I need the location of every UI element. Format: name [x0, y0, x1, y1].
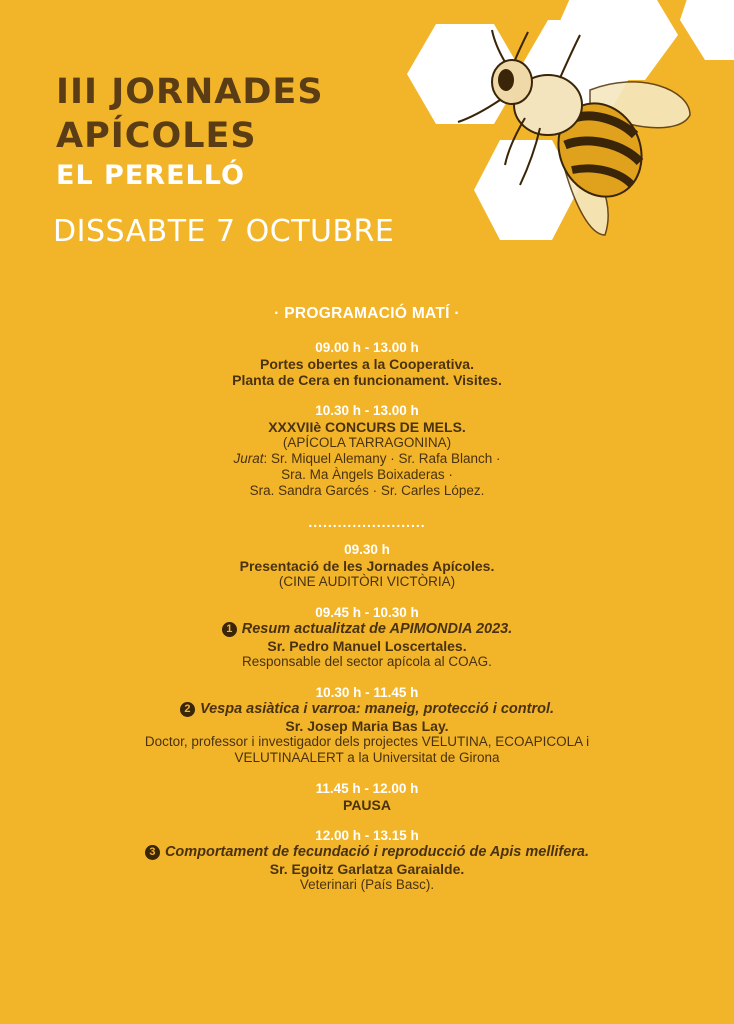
talk-title [0, 621, 734, 638]
event-time: 09.30 h [344, 542, 390, 557]
event-time: 12.00 h - 13.15 h [315, 828, 419, 843]
talk-title [0, 701, 734, 718]
event-description: Portes obertes a la Cooperativa. [260, 356, 474, 372]
event-time: 10.30 h - 13.00 h [315, 403, 419, 418]
talk-title-text: Vespa asiàtica i varroa: maneig, protecció i control. [199, 701, 555, 717]
jury-members: : Sr. Miquel Alemany · Sr. Rafa Blanch · [263, 451, 501, 466]
title-block [56, 70, 324, 194]
schedule-item [0, 685, 734, 766]
speaker-name: Sr. Pedro Manuel Loscertales. [267, 638, 467, 654]
speaker-name: Sr. Josep Maria Bas Lay. [285, 718, 449, 734]
event-title: XXXVIIè CONCURS DE MELS. [268, 419, 466, 435]
section-title: · PROGRAMACIÓ MATÍ · [274, 305, 460, 322]
talk-title-text: Resum actualitzat de APIMONDIA 2023. [241, 621, 513, 637]
jury-line [0, 451, 734, 467]
event-organizer: (APÍCOLA TARRAGONINA) [282, 435, 452, 450]
speaker-role: VELUTINAALERT a la Universitat de Girona [234, 750, 500, 765]
event-time: 10.30 h - 11.45 h [315, 685, 419, 700]
hexagon-shape [680, 0, 734, 60]
jury-members: Sra. Ma Àngels Boixaderas · [281, 467, 453, 482]
schedule-item [0, 403, 734, 499]
event-time: 11.45 h - 12.00 h [315, 781, 419, 796]
event-venue: (CINE AUDITÒRI VICTÒRIA) [278, 574, 456, 589]
jury-label: Jurat [233, 451, 264, 466]
event-location: EL PERELLÓ [56, 160, 245, 191]
separator: ........................ [308, 514, 426, 530]
speaker-name: Sr. Egoitz Garlatza Garaialde. [269, 861, 465, 877]
event-time: 09.00 h - 13.00 h [315, 340, 419, 355]
program-schedule [0, 305, 734, 908]
event-time: 09.45 h - 10.30 h [315, 605, 419, 620]
speaker-role: Responsable del sector apícola al COAG. [242, 654, 492, 669]
schedule-item [0, 828, 734, 893]
event-description: Planta de Cera en funcionament. Visites. [232, 372, 502, 388]
schedule-item [0, 542, 734, 590]
event-date: DISSABTE 7 OCTUBRE [53, 214, 395, 249]
event-title: Presentació de les Jornades Apícoles. [239, 558, 495, 574]
number-badge-icon: 2 [180, 702, 195, 717]
schedule-item [0, 781, 734, 813]
event-title-line-1: III JORNADES [56, 72, 324, 112]
schedule-item [0, 605, 734, 670]
talk-title-text: Comportament de fecundació i reproducció de Apis mellifera. [164, 844, 590, 860]
number-badge-icon: 3 [145, 845, 160, 860]
speaker-role: Doctor, professor i investigador dels projectes VELUTINA, ECOAPICOLA i [144, 734, 590, 749]
hexagon-shape [556, 0, 678, 80]
number-badge-icon: 1 [222, 622, 237, 637]
event-title-line-2: APÍCOLES [56, 116, 257, 156]
jury-members: Sra. Sandra Garcés · Sr. Carles López. [249, 483, 485, 498]
talk-title [0, 844, 734, 861]
event-title: PAUSA [343, 797, 391, 813]
schedule-item [0, 340, 734, 388]
speaker-role: Veterinari (País Basc). [299, 877, 435, 892]
